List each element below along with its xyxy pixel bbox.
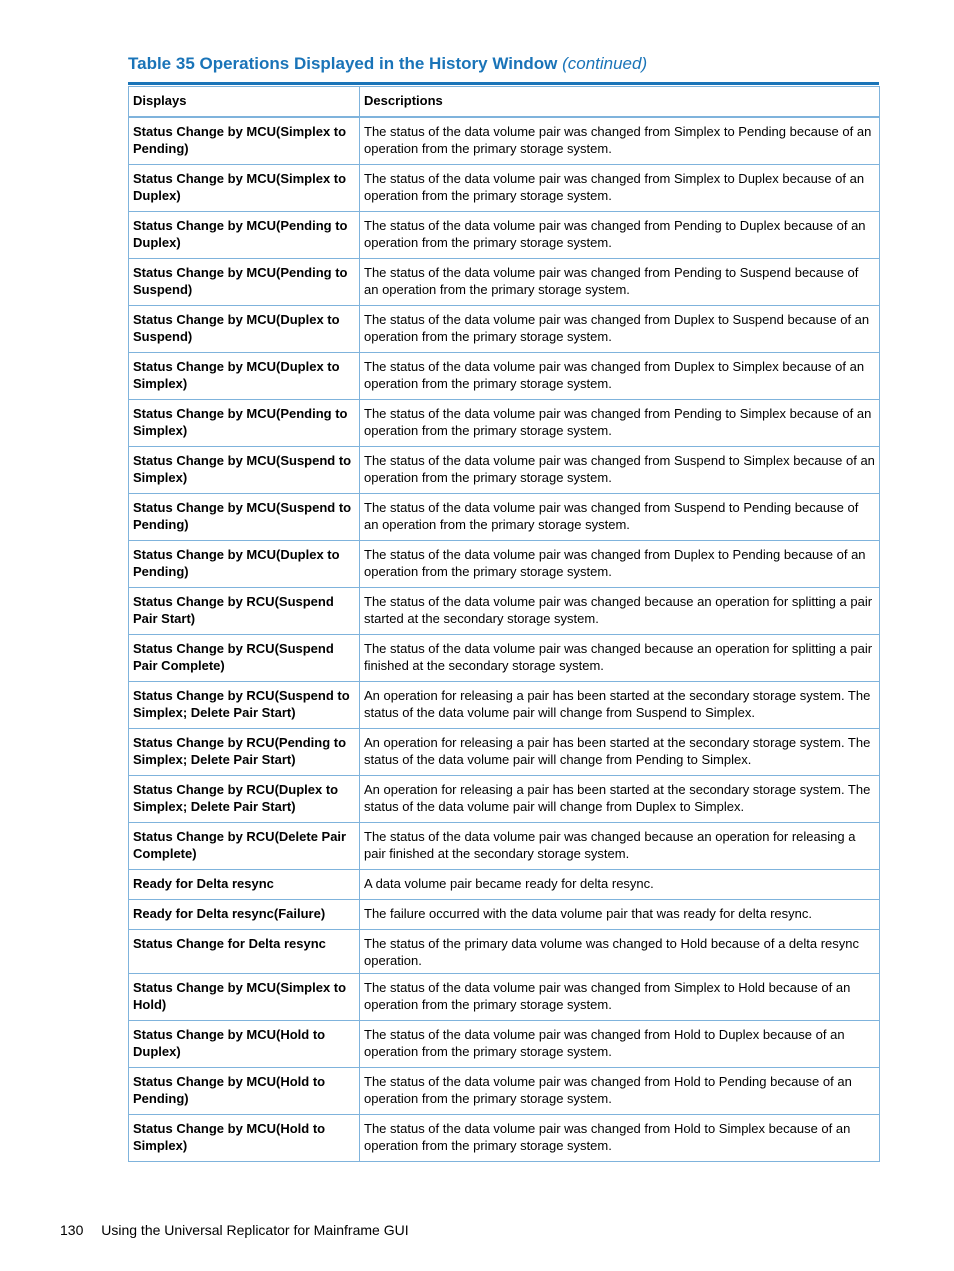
- description-cell: The status of the data volume pair was changed from Duplex to Suspend because of an operation from the primary storage system.: [360, 305, 880, 352]
- display-cell: Status Change by MCU(Duplex to Simplex): [129, 352, 360, 399]
- table-row: [129, 305, 880, 352]
- table-body: [129, 117, 880, 1161]
- description-cell: An operation for releasing a pair has been started at the secondary storage system. The status of the data volume pair will change from Suspend to Simplex.: [360, 681, 880, 728]
- description-cell: The status of the primary data volume was changed to Hold because of a delta resync operation.: [360, 929, 880, 973]
- table-row: [129, 399, 880, 446]
- display-cell: Status Change by RCU(Suspend to Simplex; Delete Pair Start): [129, 681, 360, 728]
- caption-rule: [128, 82, 879, 85]
- display-cell: Ready for Delta resync: [129, 869, 360, 899]
- description-cell: The status of the data volume pair was changed from Duplex to Pending because of an operation from the primary storage system.: [360, 540, 880, 587]
- display-cell: Status Change by RCU(Delete Pair Complete): [129, 822, 360, 869]
- table-row: [129, 211, 880, 258]
- display-cell: Status Change by MCU(Pending to Simplex): [129, 399, 360, 446]
- table-row: [129, 1067, 880, 1114]
- table-row: [129, 728, 880, 775]
- description-cell: The status of the data volume pair was changed from Pending to Suspend because of an operation from the primary storage system.: [360, 258, 880, 305]
- display-cell: Status Change by RCU(Suspend Pair Start): [129, 587, 360, 634]
- continued-label: (continued): [562, 54, 648, 73]
- table-row: [129, 1114, 880, 1161]
- display-cell: Status Change by MCU(Simplex to Hold): [129, 973, 360, 1020]
- description-cell: The status of the data volume pair was changed from Hold to Pending because of an operation from the primary storage system.: [360, 1067, 880, 1114]
- table-row: [129, 587, 880, 634]
- description-cell: The status of the data volume pair was changed from Pending to Simplex because of an operation from the primary storage system.: [360, 399, 880, 446]
- display-cell: Status Change by MCU(Pending to Suspend): [129, 258, 360, 305]
- description-cell: The status of the data volume pair was changed from Pending to Duplex because of an operation from the primary storage system.: [360, 211, 880, 258]
- display-cell: Status Change by MCU(Simplex to Duplex): [129, 164, 360, 211]
- table-row: [129, 1020, 880, 1067]
- table-row: [129, 681, 880, 728]
- table-row: [129, 899, 880, 929]
- table-row: [129, 117, 880, 164]
- display-cell: Status Change by RCU(Suspend Pair Complete): [129, 634, 360, 681]
- table-row: [129, 973, 880, 1020]
- footer-section-title: Using the Universal Replicator for Mainframe GUI: [101, 1222, 409, 1238]
- description-cell: The status of the data volume pair was changed from Hold to Duplex because of an operation from the primary storage system.: [360, 1020, 880, 1067]
- description-cell: The status of the data volume pair was changed from Hold to Simplex because of an operation from the primary storage system.: [360, 1114, 880, 1161]
- table-row: [129, 775, 880, 822]
- header-displays: Displays: [129, 87, 360, 118]
- display-cell: Status Change by MCU(Hold to Duplex): [129, 1020, 360, 1067]
- description-cell: The status of the data volume pair was changed from Suspend to Pending because of an operation from the primary storage system.: [360, 493, 880, 540]
- table-row: [129, 352, 880, 399]
- table-row: [129, 446, 880, 493]
- page-number: 130: [60, 1222, 84, 1238]
- page-footer: [60, 1222, 409, 1238]
- display-cell: Status Change by MCU(Hold to Simplex): [129, 1114, 360, 1161]
- table-row: [129, 258, 880, 305]
- description-cell: The status of the data volume pair was changed from Suspend to Simplex because of an operation from the primary storage system.: [360, 446, 880, 493]
- table-row: [129, 164, 880, 211]
- description-cell: The status of the data volume pair was changed because an operation for releasing a pair finished at the secondary storage system.: [360, 822, 880, 869]
- description-cell: The status of the data volume pair was changed from Simplex to Duplex because of an operation from the primary storage system.: [360, 164, 880, 211]
- display-cell: Status Change by RCU(Pending to Simplex; Delete Pair Start): [129, 728, 360, 775]
- description-cell: The status of the data volume pair was changed because an operation for splitting a pair started at the secondary storage system.: [360, 587, 880, 634]
- display-cell: Status Change for Delta resync: [129, 929, 360, 973]
- description-cell: The status of the data volume pair was changed from Simplex to Pending because of an operation from the primary storage system.: [360, 117, 880, 164]
- display-cell: Status Change by MCU(Duplex to Suspend): [129, 305, 360, 352]
- description-cell: An operation for releasing a pair has been started at the secondary storage system. The status of the data volume pair will change from Pending to Simplex.: [360, 728, 880, 775]
- description-cell: The status of the data volume pair was changed from Duplex to Simplex because of an operation from the primary storage system.: [360, 352, 880, 399]
- table-row: [129, 493, 880, 540]
- table-row: [129, 540, 880, 587]
- description-cell: The status of the data volume pair was changed because an operation for splitting a pair finished at the secondary storage system.: [360, 634, 880, 681]
- table-row: [129, 822, 880, 869]
- display-cell: Status Change by MCU(Suspend to Pending): [129, 493, 360, 540]
- description-cell: An operation for releasing a pair has been started at the secondary storage system. The status of the data volume pair will change from Duplex to Simplex.: [360, 775, 880, 822]
- operations-table: [128, 86, 880, 1162]
- display-cell: Status Change by RCU(Duplex to Simplex; Delete Pair Start): [129, 775, 360, 822]
- display-cell: Status Change by MCU(Pending to Duplex): [129, 211, 360, 258]
- display-cell: Status Change by MCU(Suspend to Simplex): [129, 446, 360, 493]
- table-caption: [128, 54, 879, 74]
- table-row: [129, 634, 880, 681]
- table-row: [129, 929, 880, 973]
- display-cell: Status Change by MCU(Simplex to Pending): [129, 117, 360, 164]
- display-cell: Status Change by MCU(Duplex to Pending): [129, 540, 360, 587]
- table-title: Table 35 Operations Displayed in the History Window: [128, 54, 558, 73]
- header-descriptions: Descriptions: [360, 87, 880, 118]
- display-cell: Status Change by MCU(Hold to Pending): [129, 1067, 360, 1114]
- description-cell: The status of the data volume pair was changed from Simplex to Hold because of an operation from the primary storage system.: [360, 973, 880, 1020]
- description-cell: A data volume pair became ready for delta resync.: [360, 869, 880, 899]
- table-header-row: [129, 87, 880, 118]
- display-cell: Ready for Delta resync(Failure): [129, 899, 360, 929]
- description-cell: The failure occurred with the data volume pair that was ready for delta resync.: [360, 899, 880, 929]
- table-row: [129, 869, 880, 899]
